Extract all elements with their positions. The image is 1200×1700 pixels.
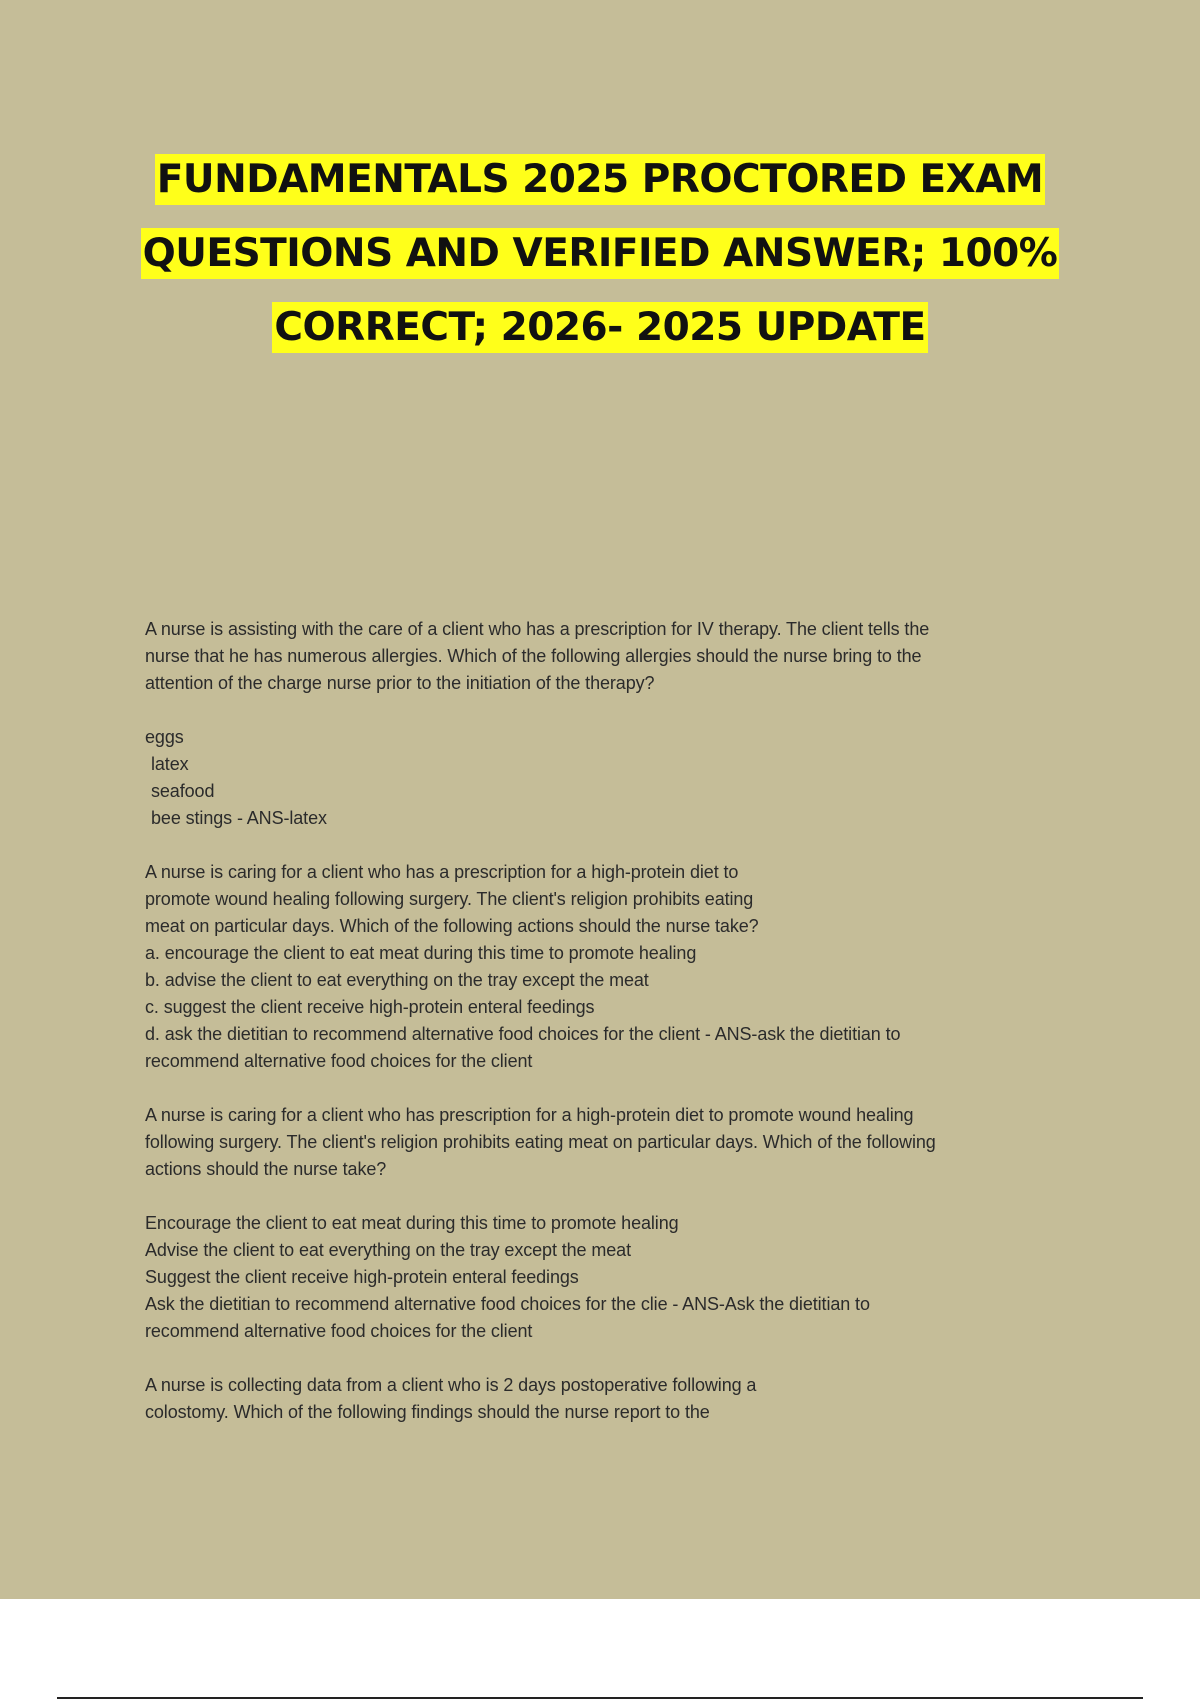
question-text-line: attention of the charge nurse prior to the initiation of the therapy? bbox=[145, 673, 655, 693]
answer-option: bee stings - ANS-latex bbox=[151, 808, 327, 828]
footer-divider bbox=[57, 1697, 1143, 1699]
answer-option: recommend alternative food choices for the client bbox=[145, 1321, 533, 1341]
question-text-line: A nurse is assisting with the care of a client who has a prescription for IV therapy. The client tells the bbox=[145, 619, 930, 639]
question-text-line: A nurse is caring for a client who has prescription for a high-protein diet to promote wound healing bbox=[145, 1105, 914, 1125]
question-text-line: nurse that he has numerous allergies. Which of the following allergies should the nurse bring to the bbox=[145, 646, 922, 666]
answer-option: Suggest the client receive high-protein enteral feedings bbox=[145, 1267, 579, 1287]
answer-option: d. ask the dietitian to recommend alternative food choices for the client - ANS-ask the dietitian to bbox=[145, 1024, 901, 1044]
answer-option: Encourage the client to eat meat during this time to promote healing bbox=[145, 1213, 679, 1233]
question-text-line: colostomy. Which of the following findings should the nurse report to the bbox=[145, 1402, 710, 1422]
answer-option: seafood bbox=[151, 781, 215, 801]
title-line: QUESTIONS AND VERIFIED ANSWER; 100% bbox=[0, 217, 1200, 291]
answer-option: Advise the client to eat everything on the tray except the meat bbox=[145, 1240, 631, 1260]
question-1 bbox=[145, 616, 1075, 832]
question-4 bbox=[145, 1372, 1075, 1426]
title-line: FUNDAMENTALS 2025 PROCTORED EXAM bbox=[0, 143, 1200, 217]
answer-option: a. encourage the client to eat meat during this time to promote healing bbox=[145, 943, 697, 963]
answer-option: recommend alternative food choices for the client bbox=[145, 1051, 533, 1071]
question-text-line: following surgery. The client's religion prohibits eating meat on particular days. Which of the following bbox=[145, 1132, 936, 1152]
question-text-line: actions should the nurse take? bbox=[145, 1159, 387, 1179]
document-title bbox=[0, 143, 1200, 365]
question-text-line: A nurse is collecting data from a client who is 2 days postoperative following a bbox=[145, 1375, 757, 1395]
answer-option: c. suggest the client receive high-protein enteral feedings bbox=[145, 997, 595, 1017]
document-body bbox=[145, 616, 1075, 1426]
question-text-line: A nurse is caring for a client who has a prescription for a high-protein diet to bbox=[145, 862, 739, 882]
question-2 bbox=[145, 859, 1075, 1075]
answer-option: Ask the dietitian to recommend alternative food choices for the clie - ANS-Ask the dietitian to bbox=[145, 1294, 870, 1314]
question-3 bbox=[145, 1102, 1075, 1345]
question-text-line: meat on particular days. Which of the following actions should the nurse take? bbox=[145, 916, 759, 936]
answer-option: b. advise the client to eat everything on the tray except the meat bbox=[145, 970, 649, 990]
title-line: CORRECT; 2026- 2025 UPDATE bbox=[0, 291, 1200, 365]
answer-option: latex bbox=[151, 754, 189, 774]
answer-option: eggs bbox=[145, 727, 184, 747]
question-text-line: promote wound healing following surgery. The client's religion prohibits eating bbox=[145, 889, 754, 909]
